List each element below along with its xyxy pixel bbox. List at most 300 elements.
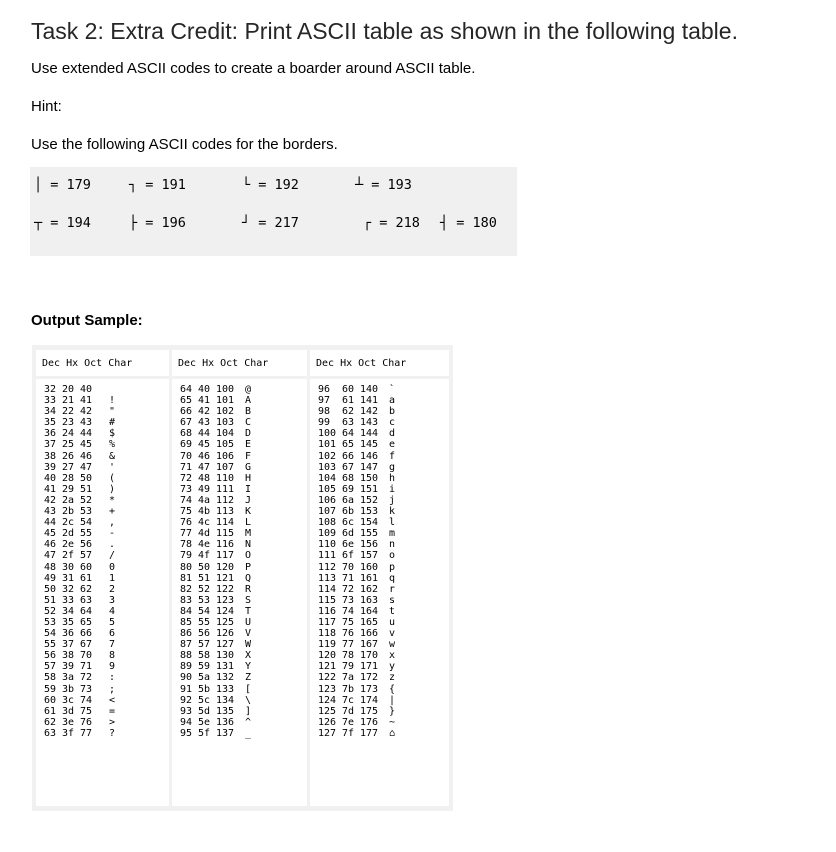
dec-value: 118 — [318, 628, 337, 640]
char-value: O — [244, 550, 252, 562]
hex-value: 74 — [342, 605, 355, 617]
hex-value: 2b — [62, 506, 75, 518]
hex-value: 31 — [62, 572, 75, 584]
char-value: F — [244, 450, 252, 462]
hex-value: 34 — [62, 605, 75, 617]
table-row — [318, 495, 398, 506]
hex-value: 32 — [62, 583, 75, 595]
hex-value: 76 — [342, 628, 355, 640]
char-value: 6 — [108, 628, 116, 640]
table-row — [44, 439, 118, 450]
table-row — [318, 650, 398, 661]
table-row — [318, 451, 398, 462]
oct-value: 100 — [216, 384, 235, 395]
char-value: m — [388, 528, 396, 540]
table-row — [180, 439, 254, 450]
dec-value: 71 — [180, 461, 193, 473]
dec-value: 76 — [180, 517, 193, 529]
char-value: j — [388, 494, 396, 506]
hex-value: 23 — [62, 417, 75, 429]
hex-value: 6a — [342, 494, 355, 506]
oct-value: 170 — [360, 650, 379, 662]
table-row — [180, 628, 254, 639]
hex-value: 54 — [198, 605, 211, 617]
dec-value: 45 — [44, 528, 57, 540]
hex-value: 53 — [198, 594, 211, 606]
hex-value: 62 — [342, 406, 355, 418]
char-value: 9 — [108, 661, 116, 673]
dec-value: 37 — [44, 439, 57, 451]
oct-value: 150 — [360, 472, 379, 484]
task-title: Task 2: Extra Credit: Print ASCII table as shown in the following table. — [31, 18, 738, 44]
table-row — [44, 462, 118, 473]
hex-value: 64 — [342, 428, 355, 440]
dec-value: 67 — [180, 417, 193, 429]
oct-value: 165 — [360, 616, 379, 628]
oct-value: 46 — [80, 450, 93, 462]
char-value: 4 — [108, 605, 116, 617]
oct-value: 57 — [80, 550, 93, 562]
hex-value: 67 — [342, 461, 355, 473]
table-row — [44, 706, 118, 717]
char-value: Q — [244, 572, 252, 584]
table-row — [180, 550, 254, 561]
dec-value: 85 — [180, 616, 193, 628]
char-value: t — [388, 605, 396, 617]
table-row — [180, 584, 254, 595]
oct-value: 147 — [360, 461, 379, 473]
table-row — [44, 517, 118, 528]
oct-value: 74 — [80, 694, 93, 706]
oct-value: 162 — [360, 583, 379, 595]
char-value: c — [388, 417, 396, 429]
hex-value: 63 — [342, 417, 355, 429]
oct-value: 45 — [80, 439, 93, 451]
oct-value: 110 — [216, 472, 235, 484]
hex-value: 70 — [342, 561, 355, 573]
oct-value: 123 — [216, 594, 235, 606]
table-row — [44, 606, 118, 617]
dec-value: 39 — [44, 461, 57, 473]
hex-value: 35 — [62, 616, 75, 628]
char-value: V — [244, 628, 252, 640]
hex-value: 43 — [198, 417, 211, 429]
hex-value: 38 — [62, 650, 75, 662]
char-value: l — [388, 517, 396, 529]
oct-value: 71 — [80, 661, 93, 673]
char-value: ; — [108, 683, 116, 695]
dec-value: 96 — [318, 384, 331, 395]
table-row — [318, 706, 398, 717]
ascii-column-2 — [172, 350, 307, 806]
dec-value: 127 — [318, 727, 337, 739]
oct-value: 101 — [216, 395, 235, 407]
oct-value: 135 — [216, 705, 235, 717]
char-value: e — [388, 439, 396, 451]
dec-value: 105 — [318, 483, 337, 495]
table-row — [44, 595, 118, 606]
oct-value: 145 — [360, 439, 379, 451]
char-value: ~ — [388, 716, 396, 728]
instruction-text: Use extended ASCII codes to create a boarder around ASCII table. — [31, 60, 476, 77]
dec-value: 77 — [180, 528, 193, 540]
border-code-217: ┘ = 217 — [242, 215, 299, 231]
dec-value: 48 — [44, 561, 57, 573]
oct-value: 141 — [360, 395, 379, 407]
char-value: n — [388, 539, 396, 551]
hex-value: 52 — [198, 583, 211, 595]
table-row — [318, 406, 398, 417]
table-row — [44, 484, 118, 495]
hex-value: 25 — [62, 439, 75, 451]
char-value: C — [244, 417, 252, 429]
dec-value: 93 — [180, 705, 193, 717]
char-value: * — [108, 494, 116, 506]
table-row — [318, 684, 398, 695]
hex-value: 5f — [198, 727, 211, 739]
hex-value: 20 — [62, 384, 75, 395]
oct-value: 115 — [216, 528, 235, 540]
dec-value: 66 — [180, 406, 193, 418]
table-row — [318, 506, 398, 517]
dec-value: 55 — [44, 639, 57, 651]
table-row — [180, 539, 254, 550]
oct-value: 143 — [360, 417, 379, 429]
dec-value: 99 — [318, 417, 331, 429]
char-value: Y — [244, 661, 252, 673]
header-divider — [36, 376, 169, 379]
dec-value: 100 — [318, 428, 337, 440]
table-row — [44, 628, 118, 639]
table-row — [318, 584, 398, 595]
char-value: B — [244, 406, 252, 418]
border-code-180: ┤ = 180 — [440, 215, 497, 231]
table-row — [44, 495, 118, 506]
dec-value: 95 — [180, 727, 193, 739]
dec-value: 34 — [44, 406, 57, 418]
oct-value: 177 — [360, 727, 379, 739]
dec-value: 41 — [44, 483, 57, 495]
char-value: > — [108, 716, 116, 728]
char-value: I — [244, 483, 252, 495]
char-value: { — [388, 683, 396, 695]
char-value: ⌂ — [388, 727, 396, 739]
table-row — [44, 528, 118, 539]
oct-value: 125 — [216, 616, 235, 628]
hex-value: 72 — [342, 583, 355, 595]
table-row — [44, 395, 118, 406]
dec-value: 32 — [44, 384, 57, 395]
table-row — [180, 595, 254, 606]
table-row — [318, 717, 398, 728]
dec-value: 78 — [180, 539, 193, 551]
table-row — [318, 606, 398, 617]
hex-value: 5d — [198, 705, 211, 717]
dec-value: 112 — [318, 561, 337, 573]
oct-value: 166 — [360, 628, 379, 640]
table-row — [44, 384, 118, 395]
column-header: Dec Hx Oct Char — [316, 358, 407, 369]
dec-value: 101 — [318, 439, 337, 451]
table-row — [44, 406, 118, 417]
oct-value: 42 — [80, 406, 93, 418]
hex-value: 61 — [342, 395, 355, 407]
border-code-192: └ = 192 — [242, 177, 299, 193]
table-row — [180, 728, 254, 739]
table-row — [318, 617, 398, 628]
table-row — [180, 495, 254, 506]
dec-value: 59 — [44, 683, 57, 695]
dec-value: 84 — [180, 605, 193, 617]
hex-value: 7b — [342, 683, 355, 695]
table-row — [180, 706, 254, 717]
dec-value: 73 — [180, 483, 193, 495]
hex-value: 4b — [198, 506, 211, 518]
char-value: ? — [108, 727, 116, 739]
hex-value: 65 — [342, 439, 355, 451]
table-row — [318, 439, 398, 450]
dec-value: 74 — [180, 494, 193, 506]
oct-value: 75 — [80, 705, 93, 717]
dec-value: 50 — [44, 583, 57, 595]
oct-value: 103 — [216, 417, 235, 429]
oct-value: 157 — [360, 550, 379, 562]
char-value: W — [244, 639, 252, 651]
dec-value: 75 — [180, 506, 193, 518]
dec-value: 83 — [180, 594, 193, 606]
table-row — [318, 473, 398, 484]
dec-value: 106 — [318, 494, 337, 506]
hex-value: 5e — [198, 716, 211, 728]
dec-value: 62 — [44, 716, 57, 728]
char-value: h — [388, 472, 396, 484]
oct-value: 70 — [80, 650, 93, 662]
char-value: 2 — [108, 583, 116, 595]
hex-value: 5a — [198, 672, 211, 684]
oct-value: 167 — [360, 639, 379, 651]
dec-value: 89 — [180, 661, 193, 673]
char-value: / — [108, 550, 116, 562]
dec-value: 82 — [180, 583, 193, 595]
oct-value: 67 — [80, 639, 93, 651]
dec-value: 117 — [318, 616, 337, 628]
table-row — [318, 484, 398, 495]
dec-value: 79 — [180, 550, 193, 562]
oct-value: 65 — [80, 616, 93, 628]
dec-value: 94 — [180, 716, 193, 728]
table-row — [44, 506, 118, 517]
oct-value: 61 — [80, 572, 93, 584]
hex-value: 71 — [342, 572, 355, 584]
dec-value: 46 — [44, 539, 57, 551]
char-value: X — [244, 650, 252, 662]
char-value: K — [244, 506, 252, 518]
dec-value: 40 — [44, 472, 57, 484]
oct-value: 41 — [80, 395, 93, 407]
oct-value: 155 — [360, 528, 379, 540]
oct-value: 66 — [80, 628, 93, 640]
dec-value: 91 — [180, 683, 193, 695]
oct-value: 156 — [360, 539, 379, 551]
table-row — [180, 451, 254, 462]
oct-value: 164 — [360, 605, 379, 617]
table-row — [180, 428, 254, 439]
column-rows — [44, 384, 118, 739]
oct-value: 54 — [80, 517, 93, 529]
table-row — [44, 617, 118, 628]
char-value: J — [244, 494, 252, 506]
char-value: ^ — [244, 716, 252, 728]
oct-value: 53 — [80, 506, 93, 518]
dec-value: 115 — [318, 594, 337, 606]
table-row — [318, 661, 398, 672]
oct-value: 51 — [80, 483, 93, 495]
table-row — [44, 539, 118, 550]
dec-value: 124 — [318, 694, 337, 706]
border-code-196: ├ = 196 — [129, 215, 186, 231]
hex-value: 45 — [198, 439, 211, 451]
table-row — [318, 573, 398, 584]
table-row — [318, 550, 398, 561]
dec-value: 61 — [44, 705, 57, 717]
table-row — [318, 517, 398, 528]
hex-value: 24 — [62, 428, 75, 440]
char-value: z — [388, 672, 396, 684]
table-row — [180, 661, 254, 672]
hex-value: 36 — [62, 628, 75, 640]
dec-value: 44 — [44, 517, 57, 529]
hex-value: 50 — [198, 561, 211, 573]
hex-value: 2e — [62, 539, 75, 551]
char-value: M — [244, 528, 252, 540]
dec-value: 33 — [44, 395, 57, 407]
dec-value: 92 — [180, 694, 193, 706]
table-row — [44, 717, 118, 728]
dec-value: 35 — [44, 417, 57, 429]
dec-value: 104 — [318, 472, 337, 484]
oct-value: 63 — [80, 594, 93, 606]
border-code-179: │ = 179 — [34, 177, 91, 193]
hex-value: 3d — [62, 705, 75, 717]
dec-value: 60 — [44, 694, 57, 706]
oct-value: 52 — [80, 494, 93, 506]
char-value: ] — [244, 705, 252, 717]
dec-value: 126 — [318, 716, 337, 728]
hex-value: 75 — [342, 616, 355, 628]
table-row — [318, 528, 398, 539]
output-sample-heading: Output Sample: — [31, 312, 143, 329]
hex-value: 4d — [198, 528, 211, 540]
hex-value: 66 — [342, 450, 355, 462]
table-row — [180, 672, 254, 683]
hex-value: 44 — [198, 428, 211, 440]
char-value: [ — [244, 683, 252, 695]
hex-value: 57 — [198, 639, 211, 651]
hex-value: 27 — [62, 461, 75, 473]
hex-value: 6d — [342, 528, 355, 540]
hex-value: 59 — [198, 661, 211, 673]
oct-value: 134 — [216, 694, 235, 706]
oct-value: 102 — [216, 406, 235, 418]
hex-value: 46 — [198, 450, 211, 462]
table-row — [44, 672, 118, 683]
table-row — [180, 528, 254, 539]
table-row — [44, 639, 118, 650]
oct-value: 154 — [360, 517, 379, 529]
hex-value: 6b — [342, 506, 355, 518]
char-value: a — [388, 395, 396, 407]
table-row — [44, 684, 118, 695]
dec-value: 113 — [318, 572, 337, 584]
border-code-193: ┴ = 193 — [355, 177, 412, 193]
table-row — [180, 406, 254, 417]
oct-value: 106 — [216, 450, 235, 462]
oct-value: 121 — [216, 572, 235, 584]
oct-value: 130 — [216, 650, 235, 662]
dec-value: 51 — [44, 594, 57, 606]
char-value: A — [244, 395, 252, 407]
dec-value: 120 — [318, 650, 337, 662]
char-value: = — [108, 705, 116, 717]
dec-value: 43 — [44, 506, 57, 518]
column-rows — [318, 384, 398, 739]
char-value: q — [388, 572, 396, 584]
hex-value: 3c — [62, 694, 75, 706]
oct-value: 72 — [80, 672, 93, 684]
char-value: - — [108, 528, 116, 540]
hex-value: 58 — [198, 650, 211, 662]
oct-value: 163 — [360, 594, 379, 606]
hex-value: 7e — [342, 716, 355, 728]
char-value: y — [388, 661, 396, 673]
oct-value: 111 — [216, 483, 235, 495]
hex-value: 6e — [342, 539, 355, 551]
char-value: < — [108, 694, 116, 706]
char-value: ! — [108, 395, 116, 407]
oct-value: 117 — [216, 550, 235, 562]
dec-value: 103 — [318, 461, 337, 473]
hex-value: 79 — [342, 661, 355, 673]
column-rows — [180, 384, 254, 739]
table-row — [180, 473, 254, 484]
hex-value: 4e — [198, 539, 211, 551]
hex-value: 69 — [342, 483, 355, 495]
hex-value: 39 — [62, 661, 75, 673]
table-row — [180, 506, 254, 517]
dec-value: 107 — [318, 506, 337, 518]
char-value: @ — [244, 384, 252, 395]
char-value: N — [244, 539, 252, 551]
char-value: r — [388, 583, 396, 595]
dec-value: 57 — [44, 661, 57, 673]
char-value: 0 — [108, 561, 116, 573]
oct-value: 137 — [216, 727, 235, 739]
char-value: 5 — [108, 616, 116, 628]
oct-value: 55 — [80, 528, 93, 540]
oct-value: 152 — [360, 494, 379, 506]
dec-value: 87 — [180, 639, 193, 651]
hex-value: 42 — [198, 406, 211, 418]
table-row — [318, 384, 398, 395]
table-row — [318, 539, 398, 550]
hex-value: 26 — [62, 450, 75, 462]
char-value: d — [388, 428, 396, 440]
oct-value: 142 — [360, 406, 379, 418]
table-row — [44, 584, 118, 595]
oct-value: 176 — [360, 716, 379, 728]
table-row — [318, 395, 398, 406]
char-value: : — [108, 672, 116, 684]
